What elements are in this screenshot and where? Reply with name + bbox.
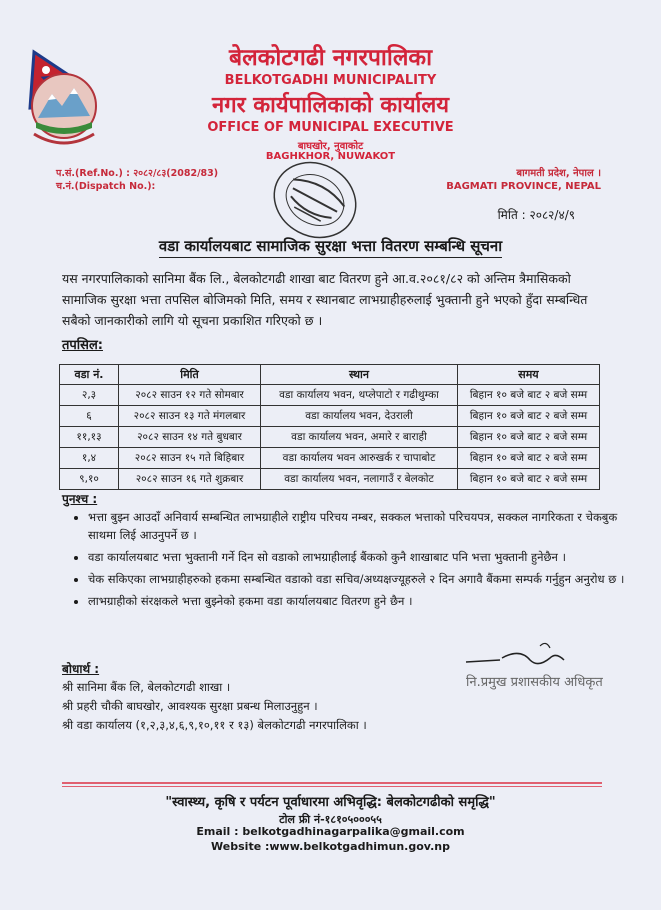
list-item: • लाभग्राहीको संरक्षकले भत्ता बुझ्नेको हकमा वडा कार्यालयबाट वितरण हुने छैन ।	[88, 592, 628, 610]
dispatch-number: च.नं.(Dispatch No.):	[56, 181, 156, 192]
cell-time: बिहान १० बजे बाट २ बजे सम्म	[458, 406, 600, 427]
cell-ward: ९,१०	[60, 469, 119, 490]
table-row	[60, 406, 600, 427]
municipality-name-english: BELKOTGADHI MUNICIPALITY	[224, 73, 437, 88]
province-nepali: बागमती प्रदेश, नेपाल ।	[516, 168, 601, 179]
cc-item: श्री प्रहरी चौकी बाघखोर, आवश्यक सुरक्षा प्रबन्ध मिलाउनुहुन ।	[62, 699, 318, 713]
table-row	[60, 448, 600, 469]
cc-item: श्री सानिमा बैंक लि, बेलकोटगढी शाखा ।	[62, 680, 231, 694]
province-block	[446, 167, 601, 193]
cell-time: बिहान १० बजे बाट २ बजे सम्म	[458, 469, 600, 490]
footer-tollfree: टोल फ्री नं-१८१०५०००५५	[279, 813, 382, 826]
footer-slogan: "स्वास्थ्य, कृषि र पर्यटन पूर्वाधारमा अभिवृद्धि: बेलकोटगढीको समृद्धि"	[165, 795, 496, 810]
province-english: BAGMATI PROVINCE, NEPAL	[446, 181, 601, 192]
office-name-nepali: नगर कार्यपालिकाको कार्यालय	[212, 93, 449, 118]
notice-subject	[0, 236, 661, 256]
signatory-title: नि.प्रमुख प्रशासकीय अधिकृत	[466, 675, 603, 690]
notes-label: पुनश्च :	[62, 492, 98, 506]
office-name-english: OFFICE OF MUNICIPAL EXECUTIVE	[207, 120, 454, 135]
table-row	[60, 469, 600, 490]
table-row	[60, 385, 600, 406]
notice-body: यस नगरपालिकाको सानिमा बैंक लि., बेलकोटगढी शाखा बाट वितरण हुने आ.व.२०८१/८२ को अन्तिम त्रैमासिकको सामाजिक सुरक्षा भत्ता तपसिल बोजिमको मिति, समय र स्थानबाट लाभग्राहीहरुलाई भुक्तानी हुने भएको हुँदा सम्बन्धित सबैको जानकारीको लागि यो सूचना प्रकाशित गरिएको छ ।	[62, 271, 588, 328]
footer-divider-thin	[62, 786, 602, 787]
col-time: समय	[458, 365, 600, 385]
table-header-row	[60, 365, 600, 385]
footer-email: Email : belkotgadhinagarpalika@gmail.com	[196, 825, 465, 838]
municipality-name-nepali: बेलकोटगढी नगरपालिका	[228, 45, 433, 71]
cell-date: २०८२ साउन १२ गते सोमबार	[119, 385, 261, 406]
col-ward: वडा नं.	[60, 365, 119, 385]
reference-block	[56, 167, 218, 193]
cell-date: २०८२ साउन १४ गते बुधबार	[119, 427, 261, 448]
address-english: BAGHKHOR, NUWAKOT	[265, 151, 396, 162]
cell-location: वडा कार्यालय भवन, देउराली	[261, 406, 458, 427]
footer-website: Website :www.belkotgadhimun.gov.np	[211, 840, 450, 853]
cell-location: वडा कार्यालय भवन, नलागाउँ र बेलकोट	[261, 469, 458, 490]
cc-item: श्री वडा कार्यालय (१,२,३,४,६,९,१०,११ र १३) बेलकोटगढी नगरपालिका ।	[62, 718, 367, 732]
issue-date: मिति : २०८२/४/९	[497, 208, 575, 222]
cell-ward: २,३	[60, 385, 119, 406]
col-location: स्थान	[261, 365, 458, 385]
col-date: मिति	[119, 365, 261, 385]
cc-label: बोधार्थ :	[62, 662, 100, 676]
cell-time: बिहान १० बजे बाट २ बजे सम्म	[458, 427, 600, 448]
footer-divider	[62, 782, 602, 784]
cell-date: २०८२ साउन १५ गते बिहिबार	[119, 448, 261, 469]
address-nepali: बाघखोर, नुवाकोट	[297, 141, 364, 152]
cell-ward: ११,१३	[60, 427, 119, 448]
table-row	[60, 427, 600, 448]
schedule-table	[59, 364, 600, 490]
schedule-label: तपसिल:	[62, 338, 103, 353]
cell-location: वडा कार्यालय भवन, थप्लेपाटो र गढीथुम्का	[261, 385, 458, 406]
cell-ward: १,४	[60, 448, 119, 469]
cell-date: २०८२ साउन १३ गते मंगलबार	[119, 406, 261, 427]
cell-time: बिहान १० बजे बाट २ बजे सम्म	[458, 448, 600, 469]
cell-location: वडा कार्यालय भवन, अमारे र बाराही	[261, 427, 458, 448]
notes-list	[62, 508, 628, 614]
list-item: • चेक सकिएका लाभग्राहीहरुको हकमा सम्बन्धित वडाको वडा सचिव/अध्यक्षज्यूहरुले २ दिन अगावै बैंकमा सम्पर्क गर्नुहुन अनुरोध छ ।	[88, 570, 628, 588]
cell-ward: ६	[60, 406, 119, 427]
notice-subject-text: वडा कार्यालयबाट सामाजिक सुरक्षा भत्ता वितरण सम्बन्धि सूचना	[159, 237, 502, 258]
cell-time: बिहान १० बजे बाट २ बजे सम्म	[458, 385, 600, 406]
reference-number: प.सं.(Ref.No.) : २०८२/८३(2082/83)	[56, 168, 219, 179]
list-item: • वडा कार्यालयबाट भत्ता भुक्तानी गर्ने दिन सो वडाको लाभग्राहीलाई बैंकको कुनै शाखाबाट पनि भत्ता भुक्तानी हुनेछैन ।	[88, 548, 628, 566]
cell-date: २०८२ साउन १६ गते शुक्रबार	[119, 469, 261, 490]
list-item: • भत्ता बुझ्न आउदाँ अनिवार्य सम्बन्धित लाभग्राहीले राष्ट्रीय परिचय नम्बर, सक्कल भत्ताको परिचयपत्र, सक्कल नागरिकता र चेकबुक साथमा लिई आउनुपर्ने छ ।	[88, 508, 628, 544]
cell-location: वडा कार्यालय भवन आरुखर्क र चापाबोट	[261, 448, 458, 469]
